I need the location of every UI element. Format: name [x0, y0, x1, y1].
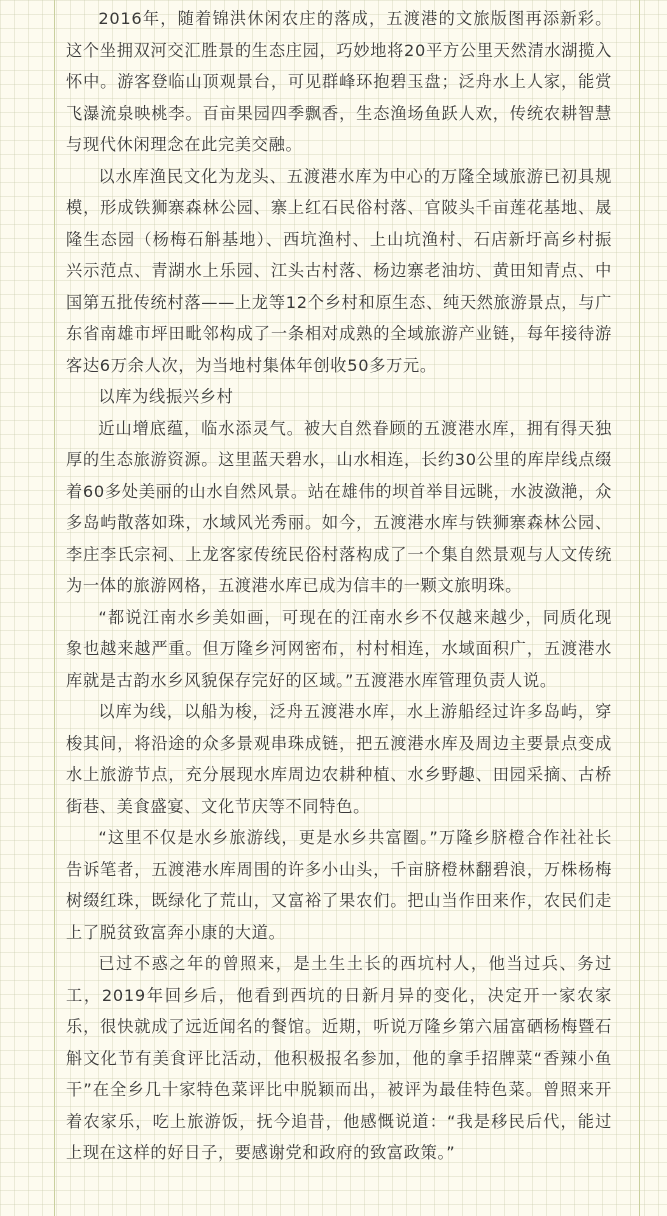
section-subheading: 以库为线振兴乡村	[98, 387, 234, 406]
paragraph-cooperative-quote: “这里不仅是水乡旅游线，更是水乡共富圈。”万隆乡脐橙合作社社长告诉笔者，五渡港水库周围的许多小山头，千亩脐橙林翻碧浪，万株杨梅树缀红珠，既绿化了荒山，又富裕了果农们。把山当作田来作，农民们走上了脱贫致富奔小康的大道。	[66, 828, 612, 942]
paragraph-restaurant-owner: 已过不惑之年的曾照来，是土生土长的西坑村人，他当过兵、务过工，2019年回乡后，他看到西坑的日新月异的变化，决定开一家农家乐，很快就成了远近闻名的餐馆。近期，听说万隆乡第六届富硒杨梅暨石斛文化节有美食评比活动，他积极报名参加，他的拿手招牌菜“香辣小鱼干”在全乡几十家特色菜评比中脱颖而出，被评为最佳特色菜。曾照来开着农家乐，吃上旅游饭，抚今追昔，他感慨说道：“我是移民后代，能过上现在这样的好日子，要感谢党和政府的致富政策。”	[66, 954, 612, 1162]
paragraph-reservoir-scenery: 近山增底蕴，临水添灵气。被大自然眷顾的五渡港水库，拥有得天独厚的生态旅游资源。这里蓝天碧水，山水相连，长约30公里的库岸线点缀着60多处美丽的山水自然风景。站在雄伟的坝首举目远眺，水波潋滟，众多岛屿散落如珠，水域风光秀丽。如今，五渡港水库与铁狮寨森林公园、李庄李氏宗祠、上龙客家传统民俗村落构成了一个集自然景观与人文传统为一体的旅游网格，五渡港水库已成为信丰的一颗文旅明珠。	[66, 418, 612, 595]
article-body	[66, 0, 612, 1169]
paragraph-manager-quote: “都说江南水乡美如画，可现在的江南水乡不仅越来越少，同质化现象也越来越严重。但万隆乡河网密布，村村相连，水域面积广，五渡港水库就是古韵水乡风貌保存完好的区域。”五渡港水库管理负责人说。	[66, 607, 612, 690]
paragraph-resort-intro: 2016年，随着锦洪休闲农庄的落成，五渡港的文旅版图再添新彩。这个坐拥双河交汇胜景的生态庄园，巧妙地将20平方公里天然清水湖揽入怀中。游客登临山顶观景台，可见群峰环抱碧玉盘；泛舟水上人家，能赏飞瀑流泉映桃李。百亩果园四季飘香，生态渔场鱼跃人欢，传统农耕智慧与现代休闲理念在此完美交融。	[66, 9, 612, 154]
paragraph-boat-route: 以库为线，以船为梭，泛舟五渡港水库，水上游船经过许多岛屿，穿梭其间，将沿途的众多景观串珠成链，把五渡港水库及周边主要景点变成水上旅游节点，充分展现水库周边农耕种植、水乡野趣、田园采摘、古桥街巷、美食盛宴、文化节庆等不同特色。	[66, 702, 612, 816]
paragraph-tourism-scale: 以水库渔民文化为龙头、五渡港水库为中心的万隆全域旅游已初具规模，形成铁狮寨森林公园、寨上红石民俗村落、官陂头千亩莲花基地、晟隆生态园（杨梅石斛基地）、西坑渔村、上山坑渔村、石店新圩高乡村振兴示范点、青湖水上乐园、江头古村落、杨边寨老油坊、黄田知青点、中国第五批传统村落——上龙等12个乡村和原生态、纯天然旅游景点，与广东省南雄市坪田毗邻构成了一条相对成熟的全域旅游产业链，每年接待游客达6万余人次，为当地村集体年创收50多万元。	[66, 166, 612, 375]
